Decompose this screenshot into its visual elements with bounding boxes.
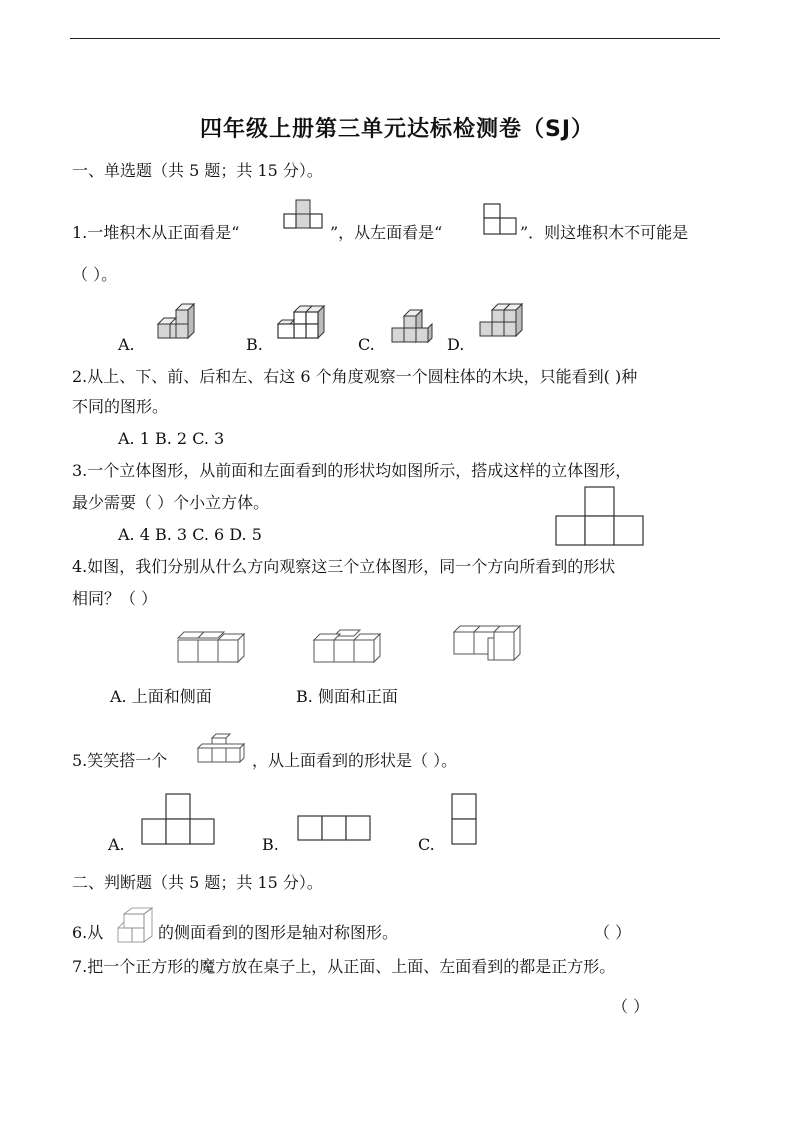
q1-option-c: C. [358, 335, 375, 354]
q4-solid-2-figure [312, 626, 386, 666]
q4-option-b: B. 侧面和正面 [296, 687, 398, 706]
q1-blank: （ ）。 [72, 265, 118, 284]
q2-text-line2: 不同的图形。 [72, 397, 169, 416]
q2-text-line1: 2.从上、下、前、后和左、右这 6 个角度观察一个圆柱体的木块，只能看到( )种 [72, 367, 638, 386]
q1-option-c-figure [390, 306, 436, 348]
q5-option-b-figure [296, 814, 372, 844]
q5-option-c-figure [450, 792, 478, 848]
q4-solid-3-figure [452, 624, 526, 664]
q1-text-b: ”，从左面看是“ [330, 223, 443, 242]
q1-front-view-figure [284, 196, 324, 238]
q7-text: 7.把一个正方形的魔方放在桌子上，从正面、上面、左面看到的都是正方形。 [72, 957, 616, 976]
q5-text-after: ，从上面看到的形状是（ ）。 [252, 751, 458, 770]
q1-option-b: B. [246, 335, 263, 354]
q5-solid-figure [196, 726, 248, 764]
q4-text-line1: 4.如图，我们分别从什么方向观察这三个立体图形，同一个方向所看到的形状 [72, 557, 616, 576]
q5-option-c: C. [418, 835, 435, 854]
q6-text-after: 的侧面看到的图形是轴对称图形。 [158, 923, 399, 942]
q4-solid-1-figure [176, 626, 250, 666]
section-2-heading: 二、判断题（共 5 题；共 15 分）。 [72, 873, 323, 892]
page-title: 四年级上册第三单元达标检测卷（SJ） [199, 117, 595, 142]
q1-option-d-figure [478, 300, 528, 348]
q1-option-d: D. [447, 335, 465, 354]
q1-option-a: A. [118, 335, 135, 354]
q3-view-figure [554, 486, 646, 548]
q4-text-line2: 相同？（ ） [72, 589, 158, 608]
q1-text-a: 1.一堆积木从正面看是“ [72, 223, 240, 242]
q6-answer-blank: （ ） [594, 923, 632, 942]
q5-text-before: 5.笑笑搭一个 [72, 751, 168, 770]
q3-text-line2: 最少需要（ ）个小立方体。 [72, 493, 270, 512]
q3-text-line1: 3.一个立体图形，从前面和左面看到的形状均如图所示，搭成这样的立体图形， [72, 461, 632, 480]
q1-option-b-figure [276, 302, 326, 348]
q2-options: A. 1 B. 2 C. 3 [118, 429, 225, 448]
q5-option-a: A. [108, 835, 125, 854]
q4-option-a: A. 上面和侧面 [110, 687, 212, 706]
q7-answer-blank: （ ） [612, 997, 650, 1016]
q6-text-before: 6.从 [72, 923, 104, 942]
q1-option-a-figure [156, 302, 202, 348]
q5-option-b: B. [262, 835, 279, 854]
q1-left-view-figure [482, 202, 522, 242]
q6-solid-figure [116, 906, 160, 942]
q1-text-c: ”．则这堆积木不可能是 [520, 223, 689, 242]
section-1-heading: 一、单选题（共 5 题；共 15 分）。 [72, 161, 323, 180]
q3-options: A. 4 B. 3 C. 6 D. 5 [118, 525, 262, 544]
header-rule [70, 38, 720, 39]
q5-option-a-figure [140, 792, 216, 848]
